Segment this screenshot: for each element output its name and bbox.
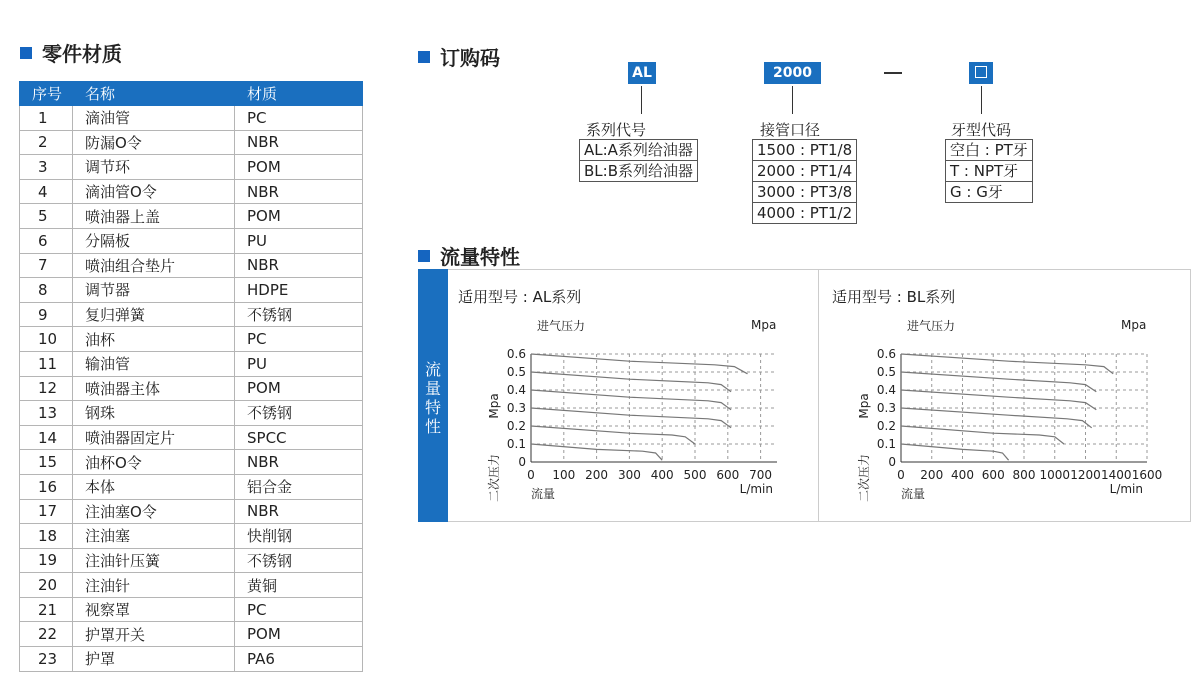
x-unit: L/min	[739, 482, 773, 496]
part-name: 喷油器主体	[73, 376, 235, 401]
code-box-port: 2000	[764, 62, 821, 84]
x-tick-label: 1200	[1070, 468, 1101, 482]
x-label: 流量	[901, 487, 926, 501]
x-tick-label: 400	[650, 468, 674, 482]
table-row	[20, 450, 363, 475]
table-row	[20, 130, 363, 155]
x-tick-label: 0	[527, 468, 535, 482]
part-material: POM	[235, 376, 363, 401]
row-number: 22	[20, 622, 73, 647]
side-char: 特	[424, 398, 441, 417]
table-row	[20, 573, 363, 598]
part-name: 钢珠	[73, 401, 235, 426]
port-option: 4000 : PT1/2	[753, 203, 857, 224]
part-material: 快削钢	[235, 524, 363, 549]
header-material: 材质	[235, 82, 363, 106]
chart-divider	[818, 269, 819, 522]
y-tick-label: 0	[888, 455, 896, 469]
part-material: 不锈钢	[235, 548, 363, 573]
part-name: 复归弹簧	[73, 302, 235, 327]
code-separator	[884, 72, 902, 74]
parts-title-text: 零件材质	[42, 42, 122, 66]
side-char: 流	[424, 360, 441, 379]
part-material: 不锈钢	[235, 302, 363, 327]
x-tick-label: 400	[951, 468, 974, 482]
part-name: 注油针压簧	[73, 548, 235, 573]
part-material: PU	[235, 351, 363, 376]
table-row	[20, 524, 363, 549]
part-name: 喷油器上盖	[73, 204, 235, 229]
port-option: 2000 : PT1/4	[753, 161, 857, 182]
y-left-unit: Mpa	[857, 393, 871, 419]
part-name: 视察罩	[73, 597, 235, 622]
part-name: 注油针	[73, 573, 235, 598]
x-tick-label: 800	[1012, 468, 1036, 482]
section-marker-icon	[418, 250, 430, 262]
series-line	[531, 408, 731, 428]
port-options	[752, 139, 857, 224]
part-material: PC	[235, 106, 363, 131]
x-tick-label: 200	[920, 468, 944, 482]
x-tick-label: 1400	[1100, 468, 1132, 482]
y-tick-label: 0.4	[506, 383, 526, 397]
row-number: 10	[20, 327, 73, 352]
parts-section-title	[20, 38, 122, 67]
connector-line	[641, 86, 642, 114]
part-name: 分隔板	[73, 228, 235, 253]
chart-bl-title: 适用型号 : BL系列	[832, 288, 956, 306]
x-tick-label: 1600	[1131, 468, 1163, 482]
series-line	[901, 390, 1096, 410]
part-material: NBR	[235, 253, 363, 278]
x-tick-label: 0	[897, 468, 905, 482]
part-name: 油杯O令	[73, 450, 235, 475]
row-number: 23	[20, 647, 73, 672]
row-number: 8	[20, 278, 73, 303]
y-top-unit: Mpa	[751, 318, 777, 332]
table-row	[20, 425, 363, 450]
table-row	[20, 278, 363, 303]
table-row	[20, 474, 363, 499]
part-name: 防漏O令	[73, 130, 235, 155]
table-row	[20, 106, 363, 131]
row-number: 14	[20, 425, 73, 450]
series-line	[901, 408, 1092, 428]
y-tick-label: 0.2	[506, 419, 526, 433]
table-row	[20, 351, 363, 376]
table-row	[20, 155, 363, 180]
side-char: 量	[424, 379, 441, 398]
y-top-label: 进气压力	[907, 319, 956, 333]
series-line	[531, 390, 731, 410]
part-material: PU	[235, 228, 363, 253]
series-line	[901, 426, 1064, 444]
order-title-text: 订购码	[440, 46, 500, 70]
table-row	[20, 622, 363, 647]
series-line	[531, 426, 695, 444]
x-tick-label: 600	[716, 468, 740, 482]
empty-square-icon	[975, 66, 987, 78]
table-row	[20, 253, 363, 278]
flow-section-title	[418, 241, 520, 270]
series-line	[901, 354, 1113, 374]
row-number: 3	[20, 155, 73, 180]
row-number: 4	[20, 179, 73, 204]
table-row	[20, 376, 363, 401]
part-material: NBR	[235, 179, 363, 204]
row-number: 1	[20, 106, 73, 131]
table-row	[20, 204, 363, 229]
row-number: 20	[20, 573, 73, 598]
side-char: 性	[424, 417, 441, 436]
header-name: 名称	[73, 82, 235, 106]
y-tick-label: 0.3	[876, 401, 896, 415]
series-code-label: 系列代号	[586, 121, 647, 139]
chart-al-title: 适用型号 : AL系列	[458, 288, 582, 306]
row-number: 11	[20, 351, 73, 376]
series-line	[531, 372, 731, 392]
x-label: 流量	[531, 487, 556, 501]
y-tick-label: 0.5	[506, 365, 526, 379]
table-row	[20, 228, 363, 253]
part-material: SPCC	[235, 425, 363, 450]
row-number: 5	[20, 204, 73, 229]
chart-al	[470, 310, 800, 510]
table-row	[20, 499, 363, 524]
y-tick-label: 0	[518, 455, 526, 469]
order-section-title	[418, 42, 500, 71]
part-material: POM	[235, 204, 363, 229]
part-name: 调节器	[73, 278, 235, 303]
row-number: 15	[20, 450, 73, 475]
series-line	[901, 444, 1009, 460]
thread-option: T : NPT牙	[946, 161, 1033, 182]
series-options	[579, 139, 698, 182]
x-tick-label: 500	[683, 468, 707, 482]
section-marker-icon	[418, 51, 430, 63]
part-material: NBR	[235, 499, 363, 524]
y-tick-label: 0.6	[876, 347, 896, 361]
flow-side-bar	[418, 269, 448, 522]
table-row	[20, 597, 363, 622]
code-box-thread	[969, 62, 993, 84]
table-row	[20, 179, 363, 204]
thread-option: G : G牙	[946, 182, 1033, 203]
part-material: PC	[235, 327, 363, 352]
row-number: 13	[20, 401, 73, 426]
header-no: 序号	[20, 82, 73, 106]
y-top-label: 进气压力	[537, 319, 586, 333]
part-material: 铝合金	[235, 474, 363, 499]
table-row	[20, 327, 363, 352]
thread-option: 空白 : PT牙	[946, 140, 1033, 161]
x-unit: L/min	[1109, 482, 1143, 496]
part-name: 滴油管O令	[73, 179, 235, 204]
table-row	[20, 647, 363, 672]
y-top-unit: Mpa	[1121, 318, 1147, 332]
thread-options	[945, 139, 1033, 203]
connector-line	[981, 86, 982, 114]
y-tick-label: 0.1	[506, 437, 526, 451]
row-number: 17	[20, 499, 73, 524]
y-tick-label: 0.3	[506, 401, 526, 415]
y-tick-label: 0.2	[876, 419, 896, 433]
y-left-unit: Mpa	[487, 393, 501, 419]
row-number: 18	[20, 524, 73, 549]
part-name: 护罩开关	[73, 622, 235, 647]
parts-table	[19, 81, 363, 672]
part-name: 喷油器固定片	[73, 425, 235, 450]
row-number: 12	[20, 376, 73, 401]
part-name: 调节环	[73, 155, 235, 180]
port-size-label: 接管口径	[760, 121, 821, 139]
port-option: 1500 : PT1/8	[753, 140, 857, 161]
part-material: 黄铜	[235, 573, 363, 598]
part-material: 不锈钢	[235, 401, 363, 426]
x-tick-label: 700	[749, 468, 773, 482]
series-line	[901, 372, 1096, 392]
thread-code-label: 牙型代码	[951, 121, 1012, 139]
y-left-label: 二次压力	[857, 453, 871, 503]
x-tick-label: 200	[585, 468, 609, 482]
row-number: 16	[20, 474, 73, 499]
series-option: AL:A系列给油器	[580, 140, 698, 161]
flow-title-text: 流量特性	[440, 245, 520, 269]
part-material: POM	[235, 622, 363, 647]
part-name: 喷油组合垫片	[73, 253, 235, 278]
row-number: 2	[20, 130, 73, 155]
port-option: 3000 : PT3/8	[753, 182, 857, 203]
y-tick-label: 0.6	[506, 347, 526, 361]
table-row	[20, 401, 363, 426]
row-number: 6	[20, 228, 73, 253]
part-material: NBR	[235, 450, 363, 475]
parts-header-row	[20, 82, 363, 106]
part-material: PA6	[235, 647, 363, 672]
series-line	[531, 354, 748, 374]
row-number: 9	[20, 302, 73, 327]
part-name: 注油塞	[73, 524, 235, 549]
part-material: HDPE	[235, 278, 363, 303]
section-marker-icon	[20, 47, 32, 59]
row-number: 7	[20, 253, 73, 278]
part-material: POM	[235, 155, 363, 180]
table-row	[20, 548, 363, 573]
part-name: 油杯	[73, 327, 235, 352]
part-name: 滴油管	[73, 106, 235, 131]
x-tick-label: 600	[981, 468, 1005, 482]
part-name: 本体	[73, 474, 235, 499]
y-tick-label: 0.1	[876, 437, 896, 451]
x-tick-label: 1000	[1039, 468, 1071, 482]
parts-body	[20, 106, 363, 672]
table-row	[20, 302, 363, 327]
y-tick-label: 0.5	[876, 365, 896, 379]
chart-bl	[840, 310, 1185, 510]
row-number: 19	[20, 548, 73, 573]
part-material: PC	[235, 597, 363, 622]
y-tick-label: 0.4	[876, 383, 896, 397]
part-name: 护罩	[73, 647, 235, 672]
connector-line	[792, 86, 793, 114]
part-material: NBR	[235, 130, 363, 155]
y-left-label: 二次压力	[487, 453, 501, 503]
x-tick-label: 100	[552, 468, 576, 482]
part-name: 注油塞O令	[73, 499, 235, 524]
part-name: 输油管	[73, 351, 235, 376]
row-number: 21	[20, 597, 73, 622]
code-box-series: AL	[628, 62, 656, 84]
series-option: BL:B系列给油器	[580, 161, 698, 182]
x-tick-label: 300	[617, 468, 641, 482]
